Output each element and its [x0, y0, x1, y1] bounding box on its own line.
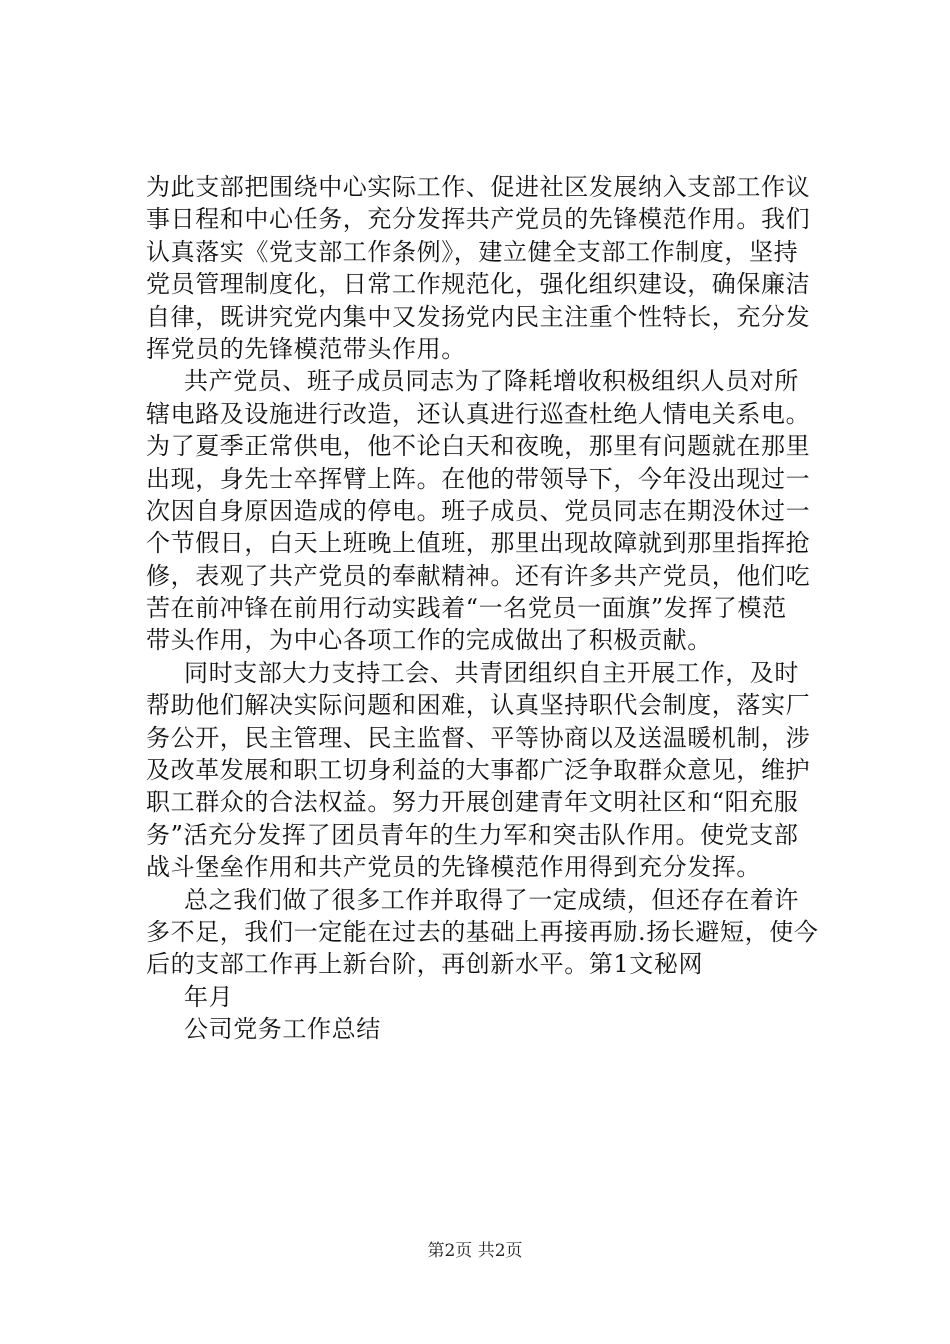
text-line: 挥党员的先锋模范带头作用。 — [146, 334, 466, 363]
text-line: 职工群众的合法权益。努力开展创建青年文明社区和“阳充服 — [146, 788, 799, 817]
text-line: 个节假日，白天上班晚上值班，那里出现故障就到那里指挥抢 — [146, 529, 811, 558]
text-line: 多不足，我们一定能在过去的基础上再接再励.扬长避短，使今 — [146, 917, 819, 946]
text-line: 务”活充分发挥了团员青年的生力军和突击队作用。使党支部 — [146, 820, 799, 849]
text-line: 事日程和中心任务，充分发挥共产党员的先锋模范作用。我们 — [146, 205, 811, 234]
text-line: 及改革发展和职工切身利益的大事都广泛争取群众意见，维护 — [146, 756, 811, 785]
text-line: 苦在前冲锋在前用行动实践着“一名党员一面旗”发挥了模范 — [146, 594, 787, 623]
page-number-footer: 第2页 共2页 — [427, 1241, 523, 1261]
text-line: 为了夏季正常供电，他不论白天和夜晚，那里有问题就在那里 — [146, 432, 811, 461]
paragraph-start-line: 共产党员、班子成员同志为了降耗增收积极组织人员对所 — [184, 367, 799, 396]
text-line: 自律，既讲究党内集中又发扬党内民主注重个性特长，充分发 — [146, 302, 811, 331]
text-line: 次因自身原因造成的停电。班子成员、党员同志在期没休过一 — [146, 496, 811, 525]
text-line: 帮助他们解决实际问题和困难，认真坚持职代会制度，落实厂 — [146, 691, 811, 720]
text-line: 后的支部工作再上新台阶，再创新水平。第1文秘网 — [146, 950, 704, 979]
text-line: 出现，身先士卒挥臂上阵。在他的带领导下，今年没出现过一 — [146, 464, 811, 493]
document-title-line: 公司党务工作总结 — [184, 1015, 381, 1044]
text-line: 带头作用，为中心各项工作的完成做出了积极贡献。 — [146, 626, 712, 655]
text-line: 辖电路及设施进行改造，还认真进行巡查杜绝人情电关系电。 — [146, 399, 811, 428]
text-line: 为此支部把围绕中心实际工作、促进社区发展纳入支部工作议 — [146, 173, 811, 201]
text-line: 党员管理制度化，日常工作规范化，强化组织建设，确保廉洁 — [146, 270, 811, 299]
text-line: 修，表观了共产党员的奉献精神。还有许多共产党员，他们吃 — [146, 561, 811, 590]
paragraph-start-line: 总之我们做了很多工作并取得了一定成绩，但还存在着许 — [184, 885, 799, 914]
date-line: 年月 — [184, 982, 234, 1011]
paragraph-start-line: 同时支部大力支持工会、共青团组织自主开展工作，及时 — [184, 658, 799, 687]
text-line: 认真落实《党支部工作条例》，建立健全支部工作制度，坚持 — [146, 237, 799, 266]
document-body — [146, 171, 819, 1046]
text-line: 务公开，民主管理、民主监督、平等协商以及送温暖机制，涉 — [146, 723, 811, 752]
text-line: 战斗堡垒作用和共产党员的先锋模范作用得到充分发挥。 — [146, 853, 761, 882]
